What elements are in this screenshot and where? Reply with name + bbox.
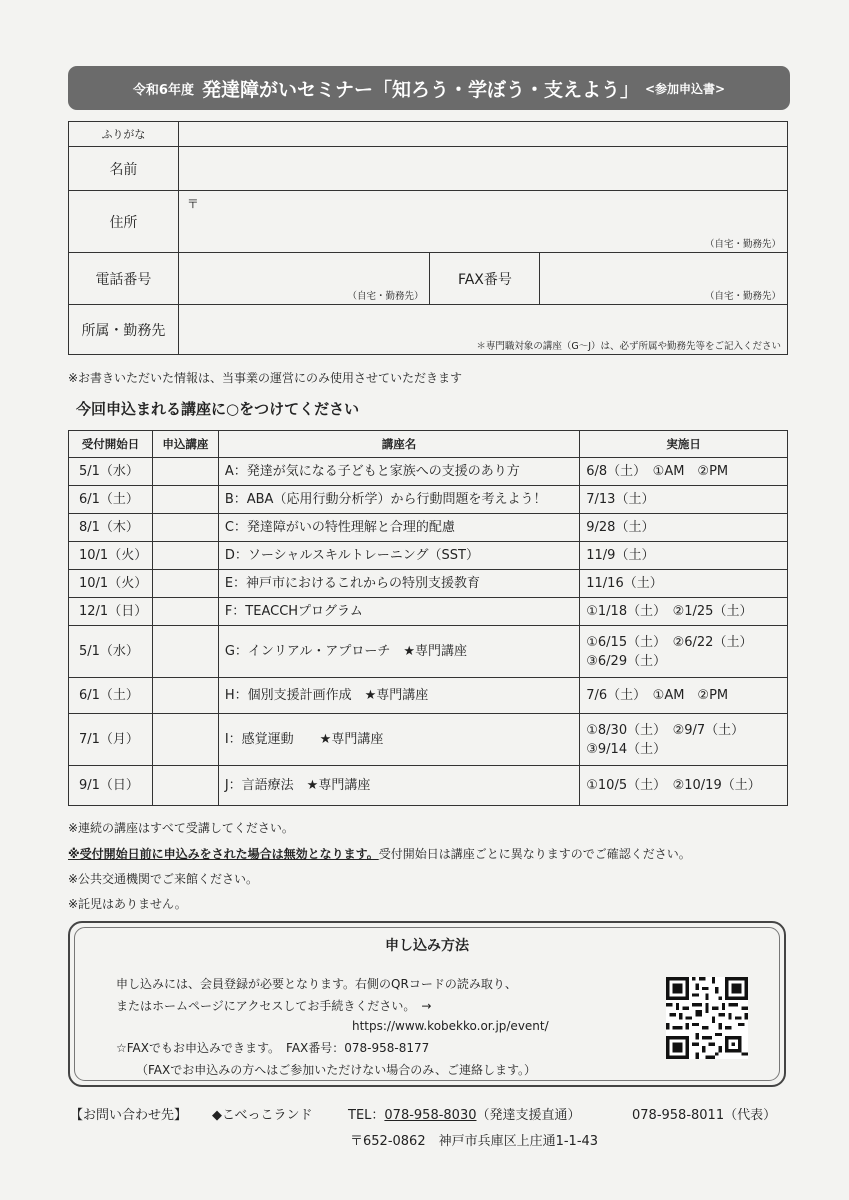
tel-direct-note: （発達支援直通） — [476, 1108, 581, 1123]
note-childcare: ※託児はありません。 — [68, 897, 187, 911]
name-label: 名前 — [69, 147, 179, 191]
apply-cell[interactable] — [152, 714, 218, 766]
course-name: D：ソーシャルスキルトレーニング（SST） — [218, 542, 579, 570]
apply-cell[interactable] — [152, 678, 218, 714]
method-url-link[interactable]: https://www.kobekko.or.jp/event/ — [352, 1019, 549, 1033]
header-dates: 実施日 — [580, 431, 788, 458]
note-invalid-rest: 受付開始日は講座ごとに異なりますのでご確認ください。 — [378, 847, 691, 861]
course-table — [68, 430, 788, 806]
table-row — [69, 598, 788, 626]
course-dates: 9/28（土） — [580, 514, 788, 542]
start-date: 12/1（日） — [69, 598, 153, 626]
contact-label: 【お問い合わせ先】 — [70, 1108, 188, 1123]
course-dates: 7/13（土） — [580, 486, 788, 514]
address-home-work-note: （自宅・勤務先） — [704, 239, 781, 250]
contact-org: ◆こべっこランド — [212, 1108, 313, 1123]
address-label: 住所 — [69, 191, 179, 253]
apply-cell[interactable] — [152, 766, 218, 806]
course-name: F：TEACCHプログラム — [218, 598, 579, 626]
privacy-note: ※お書きいただいた情報は、当事業の運営にのみ使用させていただきます — [68, 371, 463, 385]
course-dates: 6/8（土） ①AM ②PM — [580, 458, 788, 486]
contact-address: 〒652-0862 神戸市兵庫区上庄通1-1-43 — [350, 1134, 599, 1149]
table-row — [69, 714, 788, 766]
apply-cell[interactable] — [152, 514, 218, 542]
table-row — [69, 514, 788, 542]
course-date-line: ③9/14（土） — [586, 741, 667, 757]
course-date-line: ③6/29（土） — [586, 653, 667, 669]
start-date: 7/1（月） — [69, 714, 153, 766]
apply-cell[interactable] — [152, 542, 218, 570]
affiliation-note: ＊専門職対象の講座（G～J）は、必ず所属や勤務先等をご記入ください — [476, 341, 781, 352]
tel-main: 078-958-8011（代表） — [632, 1108, 777, 1123]
header-start-date: 受付開始日 — [69, 431, 153, 458]
fax-home-work-note: （自宅・勤務先） — [704, 291, 781, 302]
start-date: 10/1（火） — [69, 542, 153, 570]
course-name: G：インリアル・アプローチ ★専門講座 — [218, 626, 579, 678]
affiliation-field[interactable] — [178, 305, 787, 355]
course-name: C：発達障がいの特性理解と合理的配慮 — [218, 514, 579, 542]
note-transport: ※公共交通機関でご来館ください。 — [68, 872, 259, 886]
course-name: J：言語療法 ★専門講座 — [218, 766, 579, 806]
method-fax-note: （FAXでお申込みの方へはご参加いただけない場合のみ、ご連絡します。） — [136, 1063, 536, 1077]
postal-mark: 〒 — [186, 197, 199, 211]
apply-cell[interactable] — [152, 598, 218, 626]
application-form — [68, 121, 788, 355]
start-date: 10/1（火） — [69, 570, 153, 598]
method-line-2: またはホームページにアクセスしてお手続きください。 → — [116, 999, 432, 1013]
course-name: I：感覚運動 ★専門講座 — [218, 714, 579, 766]
qr-code[interactable] — [666, 977, 748, 1059]
course-dates — [580, 626, 788, 678]
method-fax-line: ☆FAXでもお申込みできます。 FAX番号：078-958-8177 — [116, 1041, 430, 1055]
course-name: E：神戸市におけるこれからの特別支援教育 — [218, 570, 579, 598]
start-date: 5/1（水） — [69, 458, 153, 486]
title-bar — [68, 66, 790, 110]
fax-label: FAX番号 — [430, 253, 540, 305]
page-subtitle: <参加申込書> — [644, 81, 726, 96]
course-dates — [580, 714, 788, 766]
phone-field[interactable] — [178, 253, 430, 305]
table-row — [69, 458, 788, 486]
table-row — [69, 626, 788, 678]
course-dates: 11/16（土） — [580, 570, 788, 598]
application-method-box — [68, 921, 786, 1087]
start-date: 8/1（木） — [69, 514, 153, 542]
table-row — [69, 542, 788, 570]
page-title: 発達障がいセミナー「知ろう・学ぼう・支えよう」 — [201, 78, 639, 101]
table-row — [69, 570, 788, 598]
apply-cell[interactable] — [152, 458, 218, 486]
start-date: 6/1（土） — [69, 486, 153, 514]
contact-tel — [348, 1104, 581, 1123]
course-date-line: ①6/15（土） ②6/22（土） — [586, 634, 753, 650]
phone-label: 電話番号 — [69, 253, 179, 305]
course-dates: 7/6（土） ①AM ②PM — [580, 678, 788, 714]
furigana-field[interactable] — [178, 122, 787, 147]
course-name: B：ABA（応用行動分析学）から行動問題を考えよう！ — [218, 486, 579, 514]
apply-cell[interactable] — [152, 486, 218, 514]
apply-cell[interactable] — [152, 626, 218, 678]
method-line-1: 申し込みには、会員登録が必要となります。右側のQRコードの読み取り、 — [116, 977, 517, 991]
start-date: 6/1（土） — [69, 678, 153, 714]
address-field[interactable] — [178, 191, 787, 253]
course-name: H：個別支援計画作成 ★専門講座 — [218, 678, 579, 714]
header-apply: 申込講座 — [152, 431, 218, 458]
header-course-name: 講座名 — [218, 431, 579, 458]
table-row — [69, 678, 788, 714]
start-date: 5/1（水） — [69, 626, 153, 678]
method-title: 申し込み方法 — [385, 938, 469, 954]
table-row — [69, 486, 788, 514]
course-dates: ①1/18（土） ②1/25（土） — [580, 598, 788, 626]
name-field[interactable] — [178, 147, 787, 191]
course-date-line: ①8/30（土） ②9/7（土） — [586, 722, 745, 738]
table-row — [69, 766, 788, 806]
course-name: A：発達が気になる子どもと家族への支援のあり方 — [218, 458, 579, 486]
note-invalid — [68, 845, 691, 862]
apply-cell[interactable] — [152, 570, 218, 598]
note-consecutive: ※連続の講座はすべて受講してください。 — [68, 821, 294, 835]
fax-field[interactable] — [540, 253, 788, 305]
course-dates: ①10/5（土） ②10/19（土） — [580, 766, 788, 806]
note-invalid-bold: ※受付開始日前に申込みをされた場合は無効となります。 — [68, 847, 379, 861]
course-dates: 11/9（土） — [580, 542, 788, 570]
tel-direct: 078-958-8030 — [384, 1108, 477, 1123]
phone-home-work-note: （自宅・勤務先） — [347, 291, 424, 302]
tel-label: TEL： — [348, 1108, 385, 1123]
affiliation-label: 所属・勤務先 — [69, 305, 179, 355]
furigana-label: ふりがな — [69, 122, 179, 147]
start-date: 9/1（日） — [69, 766, 153, 806]
fiscal-year: 令和6年度 — [132, 82, 194, 98]
course-section-title: 今回申込まれる講座に○をつけてください — [76, 400, 360, 418]
